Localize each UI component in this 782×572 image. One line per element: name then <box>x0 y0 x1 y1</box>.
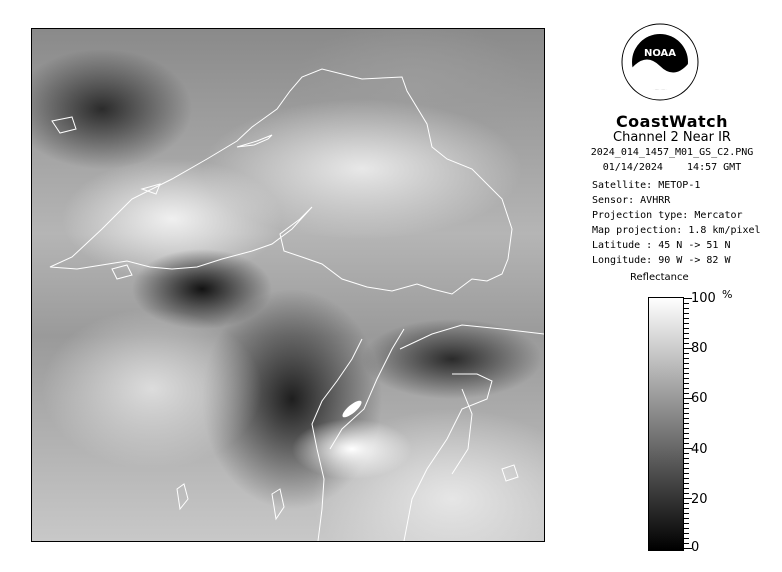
sensor-label: Sensor: AVHRR <box>592 195 671 206</box>
coastline-overlay <box>32 29 544 541</box>
colorbar-tick <box>683 508 689 509</box>
colorbar-tick <box>683 513 689 514</box>
brand-title: CoastWatch <box>615 112 729 131</box>
colorbar-tick <box>683 368 689 369</box>
colorbar-tick <box>683 403 689 404</box>
colorbar-tick <box>683 418 689 419</box>
projection-type-label: Projection type: Mercator <box>592 210 743 221</box>
colorbar-tick <box>683 383 689 384</box>
colorbar-tick <box>683 393 689 394</box>
colorbar-tick <box>683 308 689 309</box>
file-name: 2024_014_1457_M01_GS_C2.PNG <box>590 147 754 158</box>
colorbar-tick <box>683 478 689 479</box>
latitude-label: Latitude : 45 N -> 51 N <box>592 240 731 251</box>
satellite-label: Satellite: METOP-1 <box>592 180 701 191</box>
colorbar-title: Reflectance <box>630 272 689 283</box>
colorbar-tick <box>683 473 689 474</box>
colorbar-tick <box>683 358 689 359</box>
colorbar-tick <box>683 518 689 519</box>
colorbar-tick <box>683 318 689 319</box>
colorbar-tick <box>683 388 689 389</box>
colorbar-label-80: 80 <box>691 341 708 356</box>
colorbar-tick <box>683 363 689 364</box>
date-time: 01/14/2024 14:57 GMT <box>602 162 742 173</box>
colorbar-tick <box>683 423 689 424</box>
colorbar-tick <box>683 313 689 314</box>
colorbar-tick <box>683 543 689 544</box>
logo-text: NOAA <box>643 48 677 59</box>
colorbar-tick <box>683 413 689 414</box>
colorbar-tick <box>683 493 689 494</box>
colorbar-tick <box>683 303 689 304</box>
colorbar-label-20: 20 <box>691 492 708 507</box>
colorbar-tick <box>683 333 689 334</box>
longitude-label: Longitude: 90 W -> 82 W <box>592 255 731 266</box>
colorbar-tick <box>683 503 689 504</box>
colorbar-tick <box>683 483 689 484</box>
colorbar-tick <box>683 528 689 529</box>
satellite-image <box>31 28 545 542</box>
colorbar-label-40: 40 <box>691 442 708 457</box>
colorbar-tick <box>683 533 689 534</box>
channel-name: Channel 2 Near IR <box>613 130 731 145</box>
colorbar-tick <box>683 323 689 324</box>
colorbar-tick <box>683 468 689 469</box>
colorbar-tick <box>683 453 689 454</box>
colorbar-tick <box>683 463 689 464</box>
colorbar-tick <box>683 378 689 379</box>
colorbar-tick <box>683 488 689 489</box>
colorbar-label-100: 100 <box>691 291 716 306</box>
colorbar-label-0: 0 <box>691 540 700 555</box>
colorbar-tick <box>683 373 689 374</box>
colorbar-tick <box>683 438 689 439</box>
colorbar-tick <box>683 443 689 444</box>
colorbar-tick <box>683 458 689 459</box>
colorbar-tick <box>683 538 689 539</box>
colorbar-tick <box>683 353 689 354</box>
reflectance-colorbar <box>648 297 684 551</box>
colorbar-tick <box>683 338 689 339</box>
colorbar-tick <box>683 408 689 409</box>
colorbar-tick <box>683 328 689 329</box>
colorbar-unit: % <box>722 288 733 301</box>
colorbar-tick <box>683 428 689 429</box>
colorbar-label-60: 60 <box>691 391 708 406</box>
noaa-logo <box>620 22 700 102</box>
colorbar-tick <box>683 343 689 344</box>
colorbar-tick <box>683 523 689 524</box>
colorbar-tick <box>683 433 689 434</box>
map-projection-label: Map projection: 1.8 km/pixel <box>592 225 761 236</box>
